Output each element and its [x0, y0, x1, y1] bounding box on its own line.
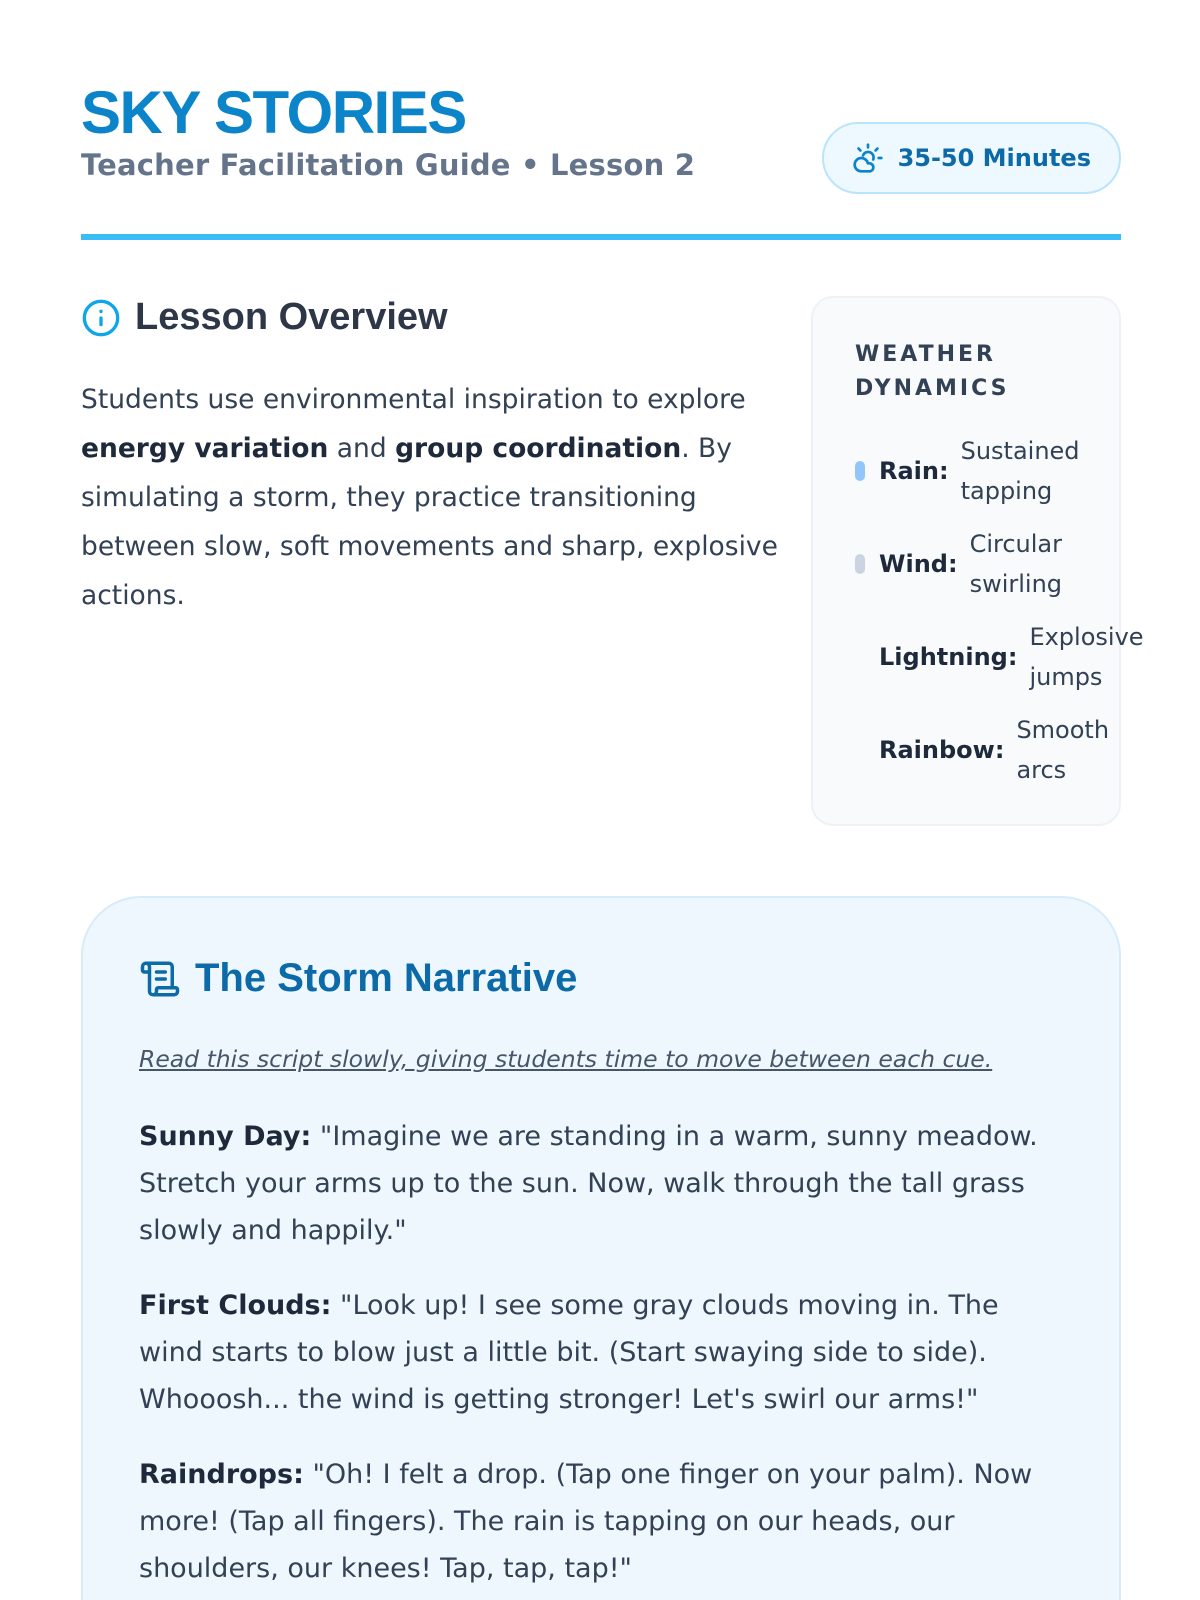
- weather-item-rain: Rain: Sustained tapping: [855, 424, 1119, 517]
- scroll-icon: [139, 958, 181, 1000]
- narrative-instruction: Read this script slowly, giving students time to move between each cue.: [139, 1045, 993, 1073]
- rain-marker: [855, 461, 865, 481]
- cue-sunny-day: Sunny Day: "Imagine we are standing in a warm, sunny meadow. Stretch your arms up to the sun. Now, walk through the tall grass slowly and happily.": [139, 1121, 1038, 1246]
- header-divider: [81, 234, 1121, 240]
- overview-text: Students use environmental inspiration to explore energy variation and group coordination. By simulating a storm, they practice transitioning between slow, soft movements and sharp, explosive actions.: [81, 384, 778, 611]
- lesson-overview-section: [81, 296, 781, 620]
- cloud-sun-icon: [852, 142, 884, 174]
- weather-dynamics-card: [811, 296, 1144, 826]
- weather-item-lightning: Lightning: Explosive jumps: [855, 610, 1119, 703]
- lightning-marker: [855, 647, 865, 667]
- duration-label: 35-50 Minutes: [897, 144, 1091, 172]
- bold-energy-variation: energy variation: [81, 433, 329, 464]
- weather-item-wind: Wind: Circular swirling: [855, 517, 1119, 610]
- page-subtitle: Teacher Facilitation Guide • Lesson 2: [81, 148, 696, 182]
- weather-item-rainbow: Rainbow: Smooth arcs: [855, 703, 1119, 796]
- page-header: [81, 78, 1121, 238]
- bold-group-coordination: group coordination: [395, 433, 682, 464]
- storm-narrative-section: [81, 896, 1121, 1600]
- weather-card-title: WEATHER DYNAMICS: [855, 342, 1010, 401]
- cue-first-clouds: First Clouds: "Look up! I see some gray clouds moving in. The wind starts to blow just a little bit. (Start swaying side to side). Whooosh... the wind is getting stronger! Let's swirl our arms!": [139, 1290, 999, 1415]
- narrative-title: The Storm Narrative: [195, 956, 578, 1000]
- rainbow-marker: [855, 740, 865, 760]
- duration-badge: [822, 122, 1121, 194]
- overview-title: Lesson Overview: [135, 296, 448, 338]
- page-title: SKY STORIES: [81, 79, 466, 146]
- narrative-heading: [139, 956, 1063, 1001]
- info-icon: [81, 298, 121, 338]
- wind-marker: [855, 554, 865, 574]
- cue-raindrops: Raindrops: "Oh! I felt a drop. (Tap one finger on your palm). Now more! (Tap all fingers). The rain is tapping on our heads, our shoulders, our knees! Tap, tap, tap!": [139, 1459, 1033, 1584]
- overview-heading: [81, 296, 781, 339]
